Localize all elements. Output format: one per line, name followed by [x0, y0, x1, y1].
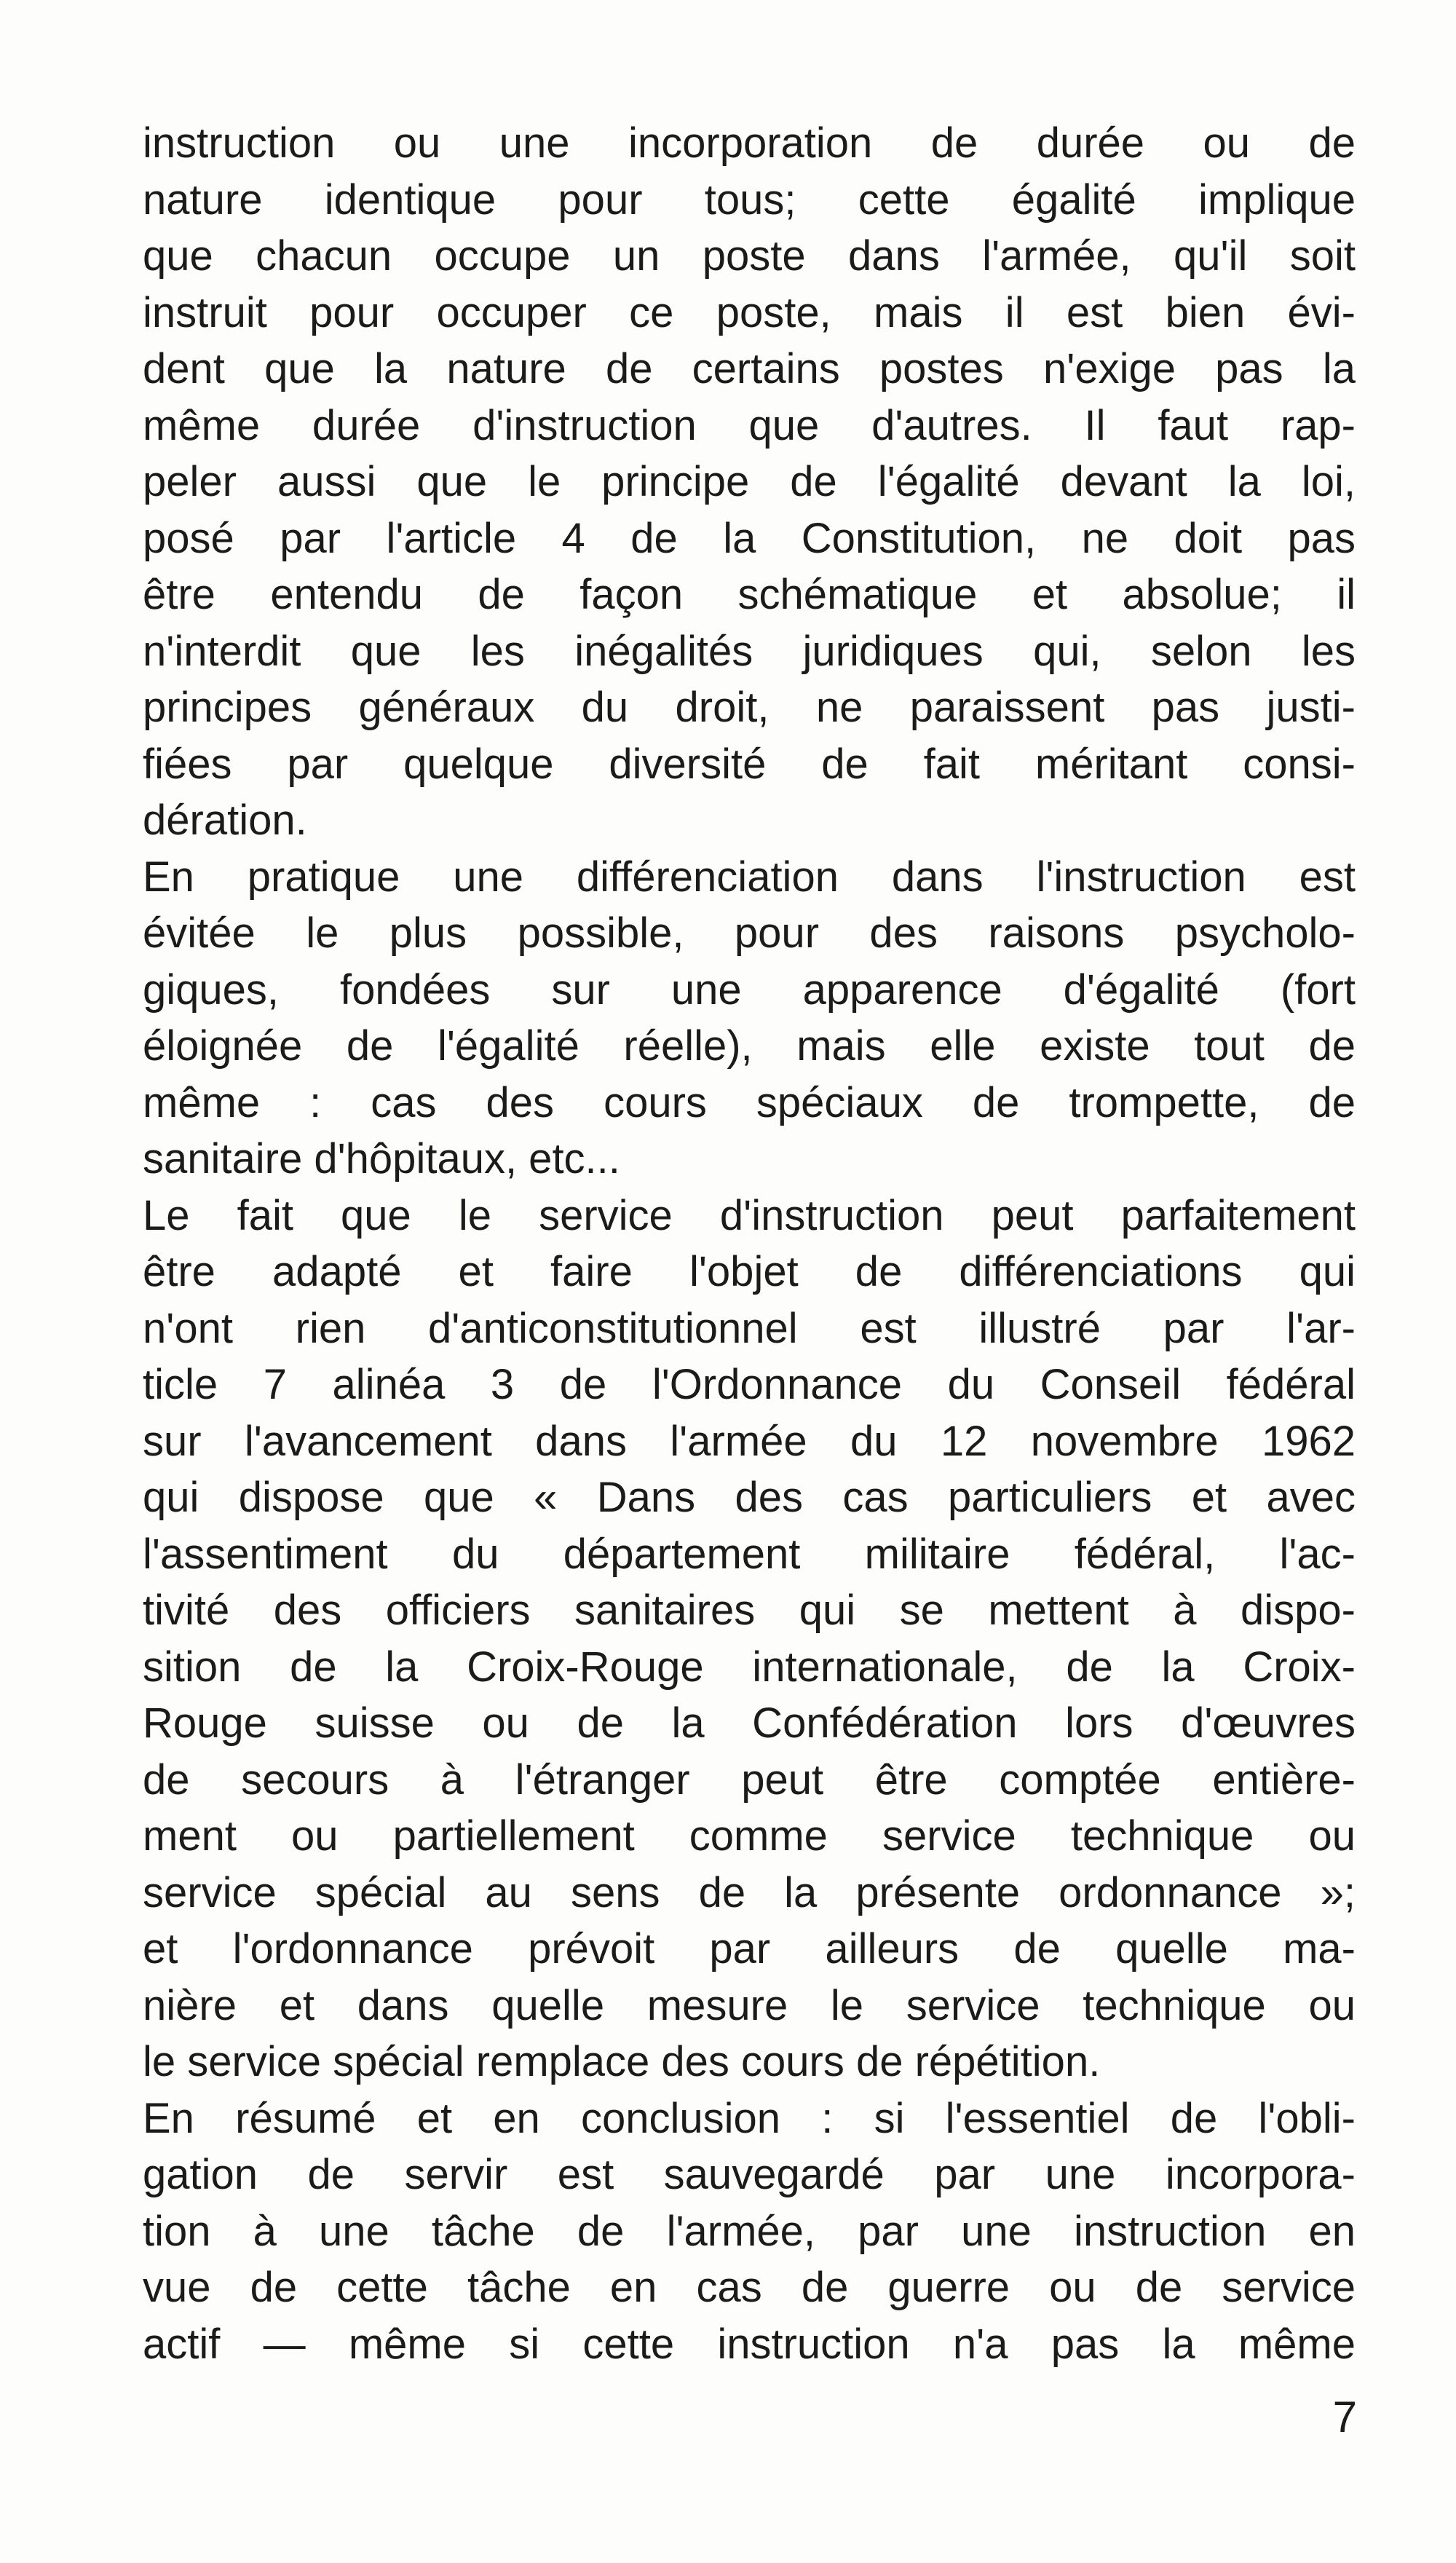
- text-line: vue de cette tâche en cas de guerre ou de service: [143, 2264, 1356, 2311]
- text-line: tion à une tâche de l'armée, par une instruction en: [143, 2207, 1356, 2255]
- text-line: être entendu de façon schématique et absolue; il: [143, 571, 1356, 618]
- text-line: Le fait que le service d'instruction peut parfaitement: [143, 1191, 1356, 1239]
- text-line: l'assentiment du département militaire fédéral, l'ac-: [143, 1530, 1356, 1578]
- text-line: actif — même si cette instruction n'a pas la même: [143, 2320, 1356, 2368]
- text-line: fiées par quelque diversité de fait méritant consi-: [143, 740, 1356, 788]
- text-line: nature identique pour tous; cette égalité implique: [143, 175, 1356, 224]
- text-line: giques, fondées sur une apparence d'égalité (fort: [143, 965, 1356, 1014]
- body-text: [143, 115, 1356, 2372]
- text-line: dent que la nature de certains postes n'exige pas la: [143, 345, 1356, 392]
- paragraph-2: [143, 849, 1356, 1188]
- text-line: n'interdit que les inégalités juridiques qui, selon les: [143, 627, 1356, 675]
- text-line: évitée le plus possible, pour des raisons psycholo-: [143, 909, 1356, 957]
- text-line: sur l'avancement dans l'armée du 12 novembre 1962: [143, 1417, 1356, 1465]
- text-line: dération.: [143, 797, 307, 844]
- text-line: même : cas des cours spéciaux de trompette, de: [143, 1078, 1356, 1126]
- paragraph-3: [143, 1188, 1356, 2090]
- text-line: nière et dans quelle mesure le service technique ou: [143, 1981, 1356, 2029]
- text-line: et l'ordonnance prévoit par ailleurs de quelle ma-: [143, 1925, 1356, 1972]
- text-line: être adapté et faire l'objet de différenciations qui: [143, 1248, 1356, 1295]
- paragraph-1: [143, 115, 1356, 849]
- text-line: instruit pour occuper ce poste, mais il est bien évi-: [143, 288, 1356, 336]
- text-line: principes généraux du droit, ne paraissent pas justi-: [143, 684, 1356, 731]
- text-line: posé par l'article 4 de la Constitution, ne doit pas: [143, 514, 1356, 562]
- paragraph-4: [143, 2090, 1356, 2373]
- text-line: Rouge suisse ou de la Confédération lors d'œuvres: [143, 1699, 1356, 1747]
- text-line: gation de servir est sauvegardé par une incorpora-: [143, 2151, 1356, 2198]
- page-number: 7: [1332, 2393, 1357, 2441]
- text-line: ment ou partiellement comme service technique ou: [143, 1812, 1356, 1860]
- text-line: qui dispose que « Dans des cas particuliers et avec: [143, 1474, 1356, 1521]
- text-line: n'ont rien d'anticonstitutionnel est illustré par l'ar-: [143, 1304, 1356, 1352]
- text-line: tivité des officiers sanitaires qui se mettent à dispo-: [143, 1587, 1356, 1634]
- text-line: de secours à l'étranger peut être comptée entière-: [143, 1756, 1356, 1804]
- text-line: service spécial au sens de la présente ordonnance »;: [143, 1868, 1356, 1916]
- text-line: En résumé et en conclusion : si l'essentiel de l'obli-: [143, 2094, 1356, 2142]
- text-line: éloignée de l'égalité réelle), mais elle existe tout de: [143, 1022, 1356, 1070]
- text-line: même durée d'instruction que d'autres. Il faut rap-: [143, 401, 1356, 449]
- text-line: sanitaire d'hôpitaux, etc...: [143, 1135, 620, 1182]
- text-line: sition de la Croix-Rouge internationale, de la Croix-: [143, 1643, 1356, 1691]
- text-line: que chacun occupe un poste dans l'armée, qu'il soit: [143, 232, 1356, 280]
- text-line: En pratique une différenciation dans l'instruction est: [143, 853, 1356, 901]
- text-line: instruction ou une incorporation de durée ou de: [143, 119, 1356, 167]
- text-line: le service spécial remplace des cours de répétition.: [143, 2038, 1101, 2085]
- text-line: peler aussi que le principe de l'égalité devant la loi,: [143, 458, 1356, 505]
- text-line: ticle 7 alinéa 3 de l'Ordonnance du Conseil fédéral: [143, 1361, 1356, 1408]
